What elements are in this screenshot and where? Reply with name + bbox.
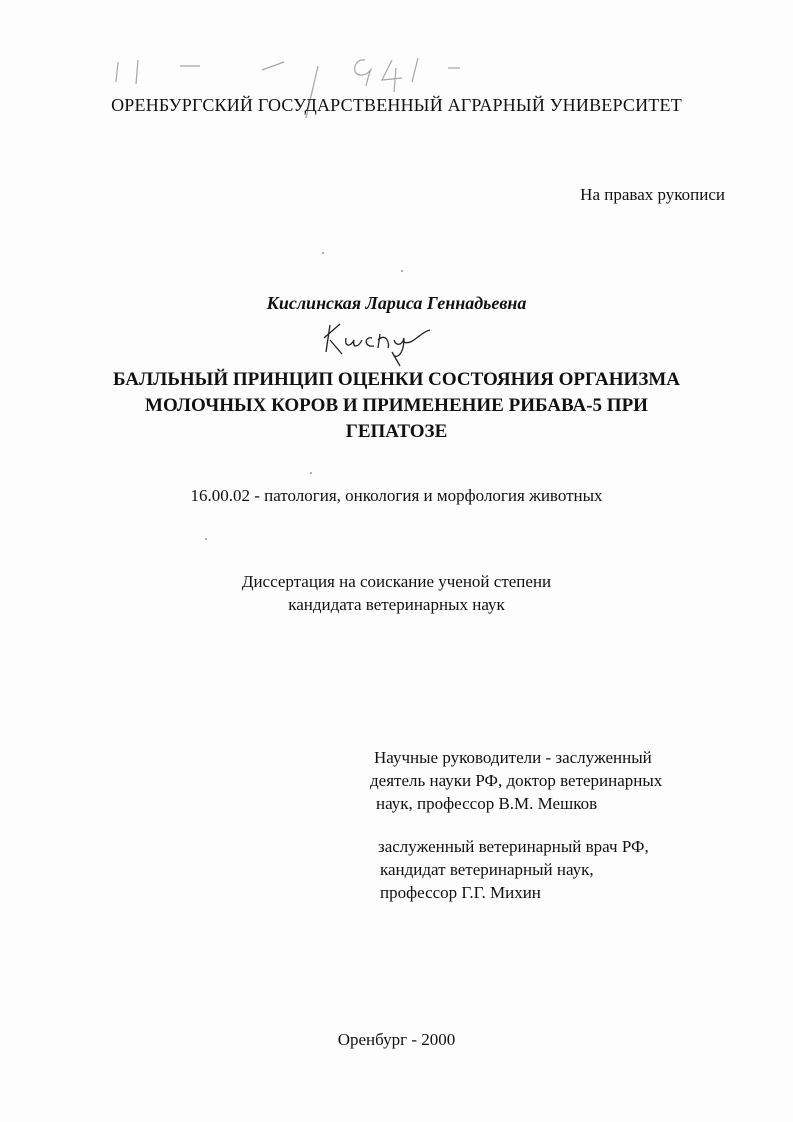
supervisor-line: Научные руководители - заслуженный — [374, 748, 652, 767]
supervisor-line: наук, профессор В.М. Мешков — [376, 794, 598, 813]
title-line: МОЛОЧНЫХ КОРОВ И ПРИМЕНЕНИЕ РИБАВА-5 ПРИ — [145, 395, 648, 416]
specialty-code: 16.00.02 - патология, онкология и морфология животных — [190, 486, 603, 505]
scan-speck — [310, 472, 312, 474]
dissertation-line: Диссертация на соискание ученой степени — [241, 572, 552, 591]
title-line: БАЛЛЬНЫЙ ПРИНЦИП ОЦЕНКИ СОСТОЯНИЯ ОРГАНИЗМА — [112, 369, 681, 390]
author-name: Кислинская Лариса Геннадьевна — [266, 293, 527, 313]
rights-note: На правах рукописи — [580, 185, 725, 204]
title-line: ГЕПАТОЗЕ — [345, 421, 448, 442]
dissertation-line: кандидата ветеринарных наук — [288, 595, 505, 614]
university-name: ОРЕНБУРГСКИЙ ГОСУДАРСТВЕННЫЙ АГРАРНЫЙ УНИВЕРСИТЕТ — [111, 95, 682, 115]
scan-speck — [401, 270, 403, 272]
supervisor-line: деятель науки РФ, доктор ветеринарных — [370, 771, 663, 790]
supervisor-line: заслуженный ветеринарный врач РФ, — [378, 837, 649, 856]
signature — [324, 324, 430, 366]
scan-speck — [322, 252, 324, 254]
supervisor-line: кандидат ветеринарный наук, — [380, 860, 594, 879]
scan-speck — [205, 538, 207, 540]
city-year: Оренбург - 2000 — [337, 1030, 456, 1049]
supervisor-line: профессор Г.Г. Михин — [380, 883, 541, 902]
